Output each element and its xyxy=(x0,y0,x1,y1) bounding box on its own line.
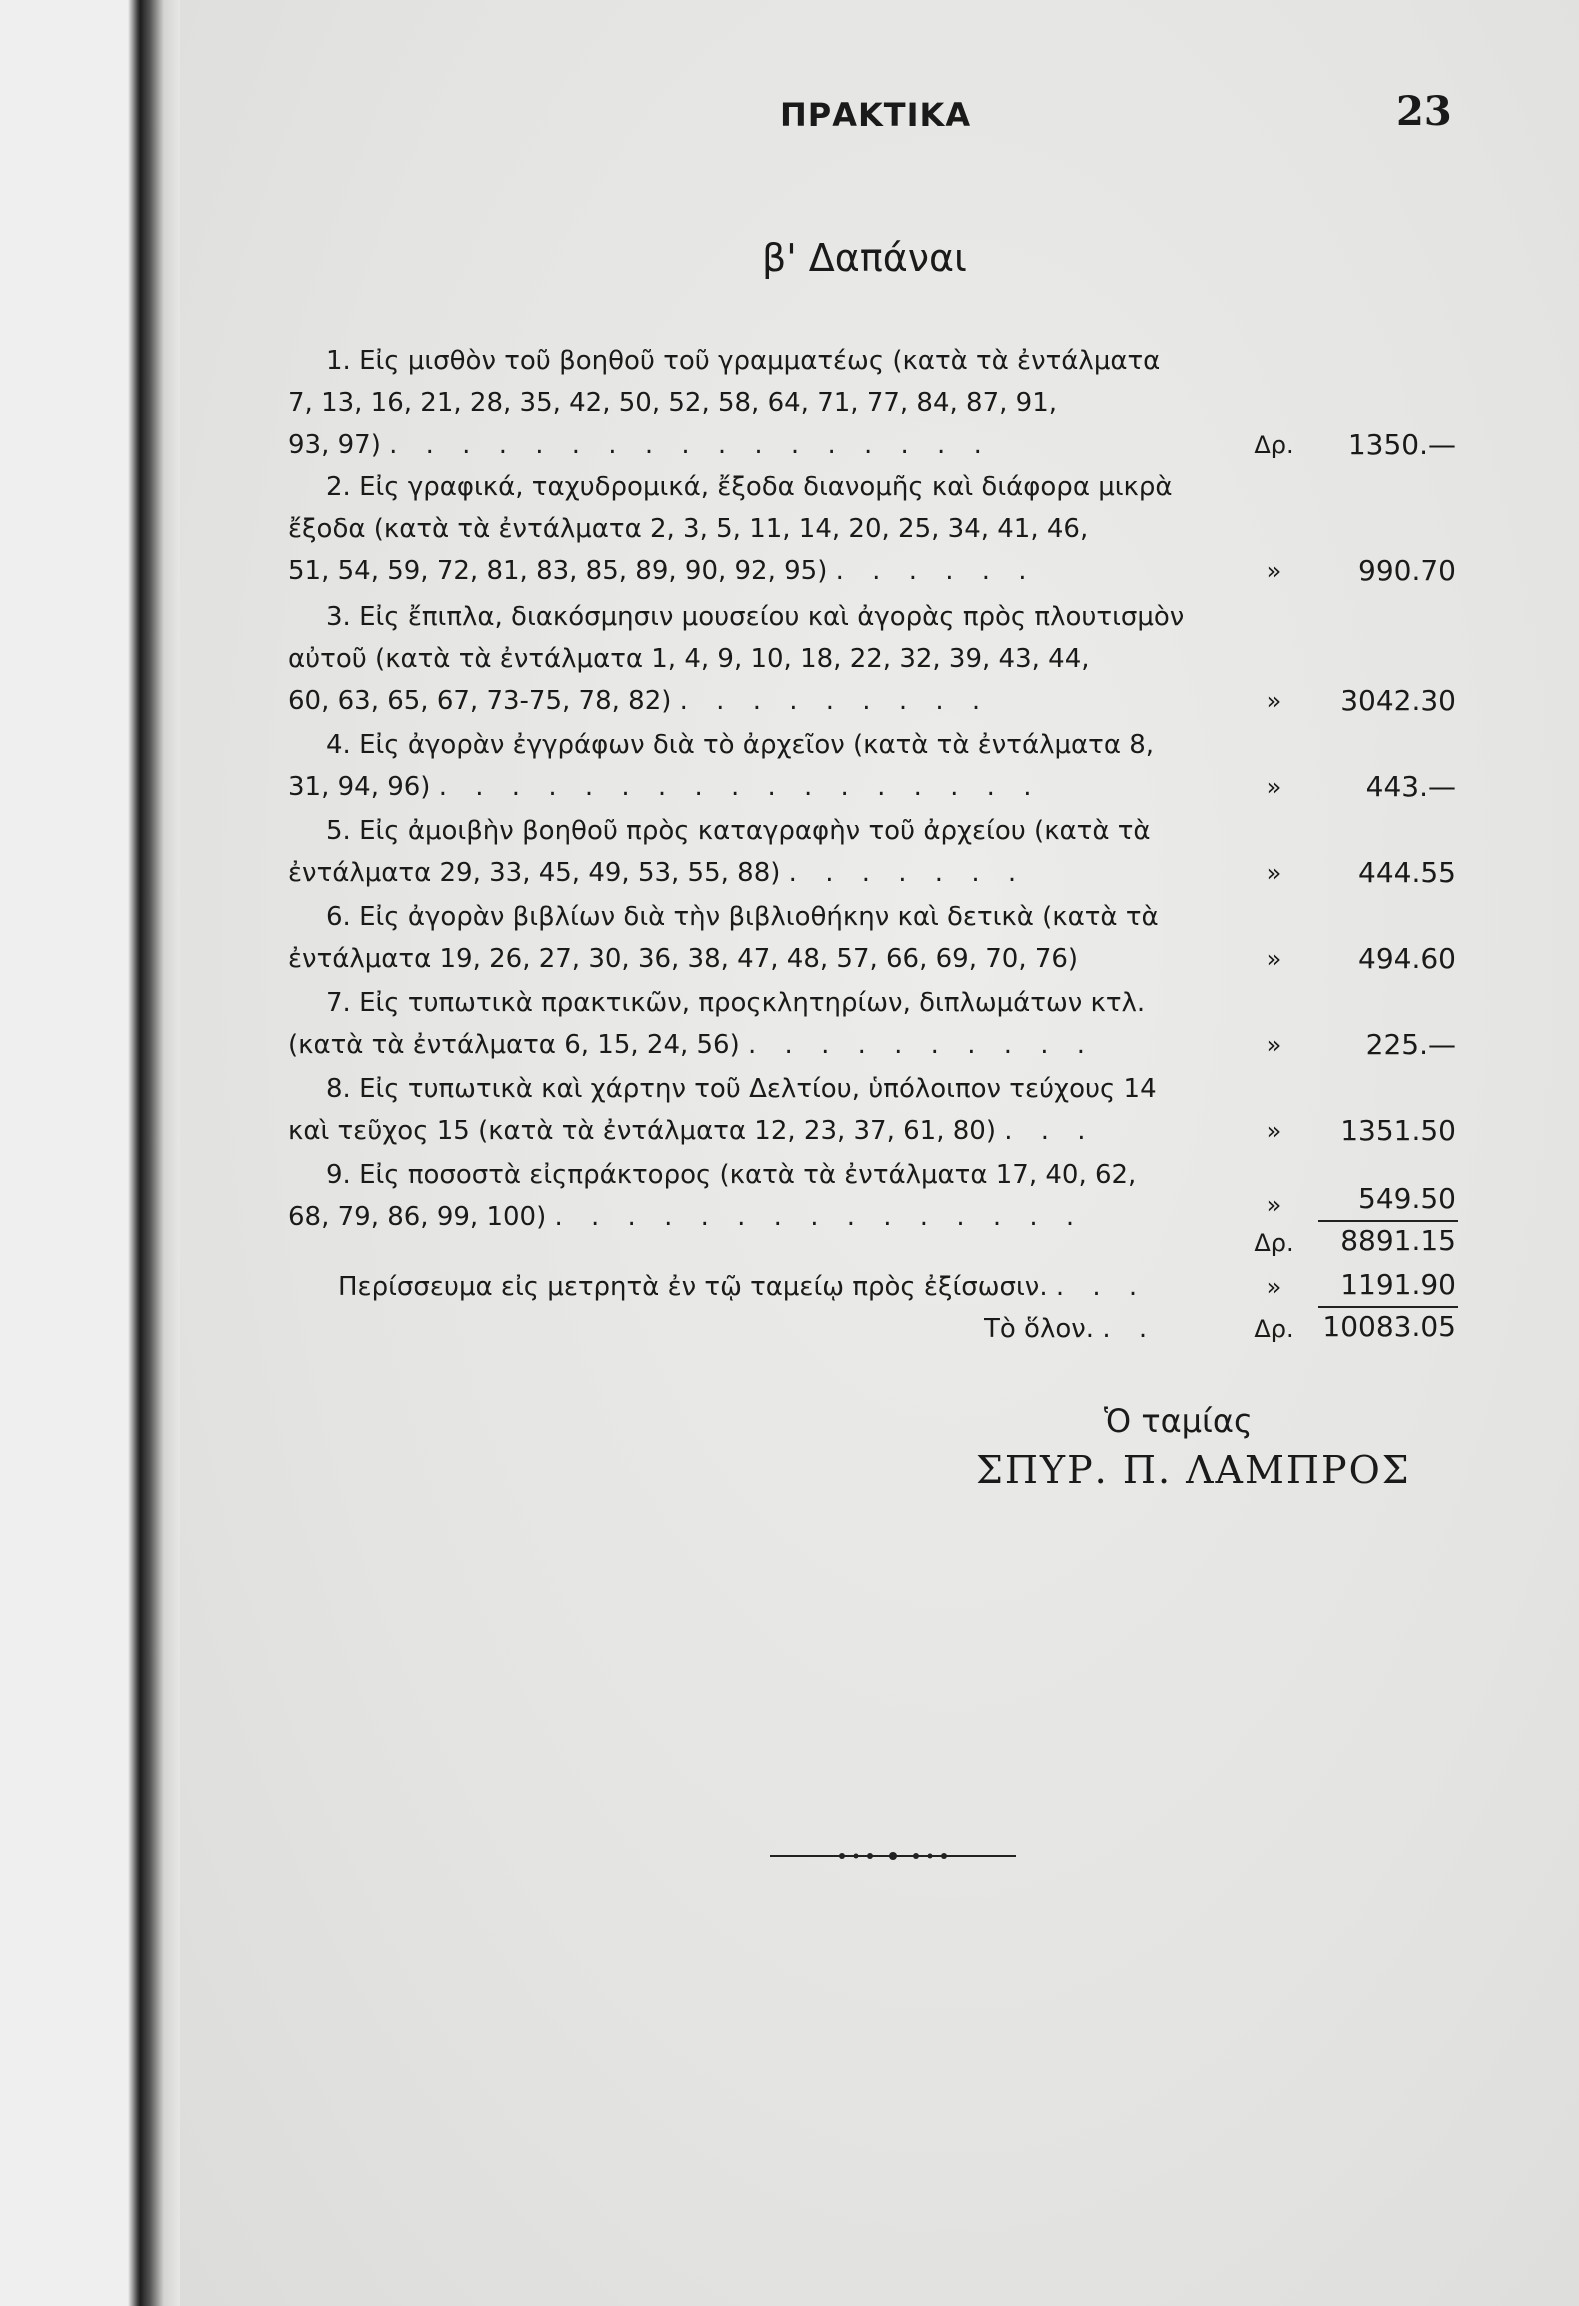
grand-total-currency-mark: Δρ. xyxy=(1254,1315,1294,1343)
item-5-line-2-text: ἐντάλματα 29, 33, 45, 49, 53, 55, 88) xyxy=(288,858,781,888)
item-2-line-1: 2. Εἰς γραφικά, ταχυδρομικά, ἔξοδα διανομῆς καὶ διάφορα μικρὰ xyxy=(326,472,1173,502)
item-1-amount: 1350.— xyxy=(1347,428,1456,461)
item-2-line-3 xyxy=(288,554,1218,588)
item-3-amount: 3042.30 xyxy=(1340,684,1456,717)
item-4-ditto-mark: » xyxy=(1266,773,1282,801)
grand-total-amount: 10083.05 xyxy=(1322,1310,1456,1343)
item-7-ditto-mark: » xyxy=(1266,1031,1282,1059)
leader-dots: . . . . . . . . . xyxy=(679,686,991,716)
page-binding-edge xyxy=(0,0,140,2306)
item-4-amount: 443.— xyxy=(1365,770,1456,803)
item-3-line-3-text: 60, 63, 65, 67, 73-75, 78, 82) xyxy=(288,686,672,716)
item-9-ditto-mark: » xyxy=(1266,1191,1282,1219)
item-6-line-1: 6. Εἰς ἀγορὰν βιβλίων διὰ τὴν βιβλιοθήκην καὶ δετικὰ (κατὰ τὰ xyxy=(326,902,1159,932)
leader-dots: . . . . . . . . . . . . . . . . . xyxy=(438,772,1042,802)
surplus-line xyxy=(338,1270,1218,1304)
item-3-line-2: αὐτοῦ (κατὰ τὰ ἐντάλματα 1, 4, 9, 10, 18, 22, 32, 39, 43, 44, xyxy=(288,644,1090,674)
item-3-line-1: 3. Εἰς ἔπιπλα, διακόσμησιν μουσείου καὶ ἀγορὰς πρὸς πλουτισμὸν xyxy=(326,602,1185,632)
subtotal-currency-mark: Δρ. xyxy=(1254,1229,1294,1257)
item-9-line-1: 9. Εἰς ποσοστὰ εἰςπράκτορος (κατὰ τὰ ἐντάλματα 17, 40, 62, xyxy=(326,1160,1137,1190)
subtotal-rule xyxy=(1318,1220,1458,1222)
item-8-line-1: 8. Εἰς τυπωτικὰ καὶ χάρτην τοῦ Δελτίου, ὑπόλοιπον τεύχους 14 xyxy=(326,1074,1157,1104)
item-9-line-2 xyxy=(288,1200,1218,1234)
item-1-line-3-text: 93, 97) xyxy=(288,430,381,460)
item-2-line-3-text: 51, 54, 59, 72, 81, 83, 85, 89, 90, 92, 95) xyxy=(288,556,828,586)
item-8-ditto-mark: » xyxy=(1266,1117,1282,1145)
leader-dots: . . . . . . . . . . xyxy=(748,1030,1096,1060)
treasurer-name: ΣΠΥΡ. Π. ΛΑΜΠΡΟΣ xyxy=(976,1448,1411,1492)
treasurer-title: Ὁ ταμίας xyxy=(1104,1402,1253,1440)
item-1-line-3 xyxy=(288,428,1218,462)
binding-shadow xyxy=(140,0,180,2306)
item-8-line-2-text: καὶ τεῦχος 15 (κατὰ τὰ ἐντάλματα 12, 23, 37, 61, 80) xyxy=(288,1116,996,1146)
leader-dots: . . . xyxy=(1055,1272,1148,1302)
item-7-line-2 xyxy=(288,1028,1218,1062)
grand-total-line xyxy=(984,1312,1224,1346)
item-5-amount: 444.55 xyxy=(1358,856,1456,889)
running-head: ΠΡΑΚΤΙΚΑ xyxy=(780,96,972,134)
leader-dots: . . . . . . xyxy=(835,556,1037,586)
item-2-line-2: ἔξοδα (κατὰ τὰ ἐντάλματα 2, 3, 5, 11, 14, 20, 25, 34, 41, 46, xyxy=(288,514,1089,544)
surplus-label: Περίσσευμα εἰς μετρητὰ ἐν τῷ ταμείῳ πρὸς ἐξίσωσιν. xyxy=(338,1272,1048,1302)
item-6-ditto-mark: » xyxy=(1266,945,1282,973)
leader-dots: . . . . . . . . . . . . . . . xyxy=(554,1202,1085,1232)
leader-dots: . . . xyxy=(1004,1116,1096,1146)
item-9-amount: 549.50 xyxy=(1358,1182,1456,1215)
item-8-line-2 xyxy=(288,1114,1218,1148)
end-ornament-rule xyxy=(770,1846,1016,1866)
leader-dots: . . xyxy=(1102,1314,1158,1344)
item-5-line-1: 5. Εἰς ἀμοιβὴν βοηθοῦ πρὸς καταγραφὴν τοῦ ἀρχείου (κατὰ τὰ xyxy=(326,816,1151,846)
item-6-amount: 494.60 xyxy=(1358,942,1456,975)
leader-dots: . . . . . . . . . . . . . . . . . xyxy=(389,430,992,460)
surplus-amount: 1191.90 xyxy=(1340,1268,1456,1301)
item-3-ditto-mark: » xyxy=(1266,687,1282,715)
surplus-ditto-mark: » xyxy=(1266,1273,1282,1301)
leader-dots: . . . . . . . xyxy=(788,858,1027,888)
item-5-line-2 xyxy=(288,856,1218,890)
grand-total-label: Τὸ ὅλον. xyxy=(984,1314,1095,1344)
total-rule xyxy=(1318,1306,1458,1308)
item-1-currency-mark: Δρ. xyxy=(1254,431,1294,459)
subtotal-amount: 8891.15 xyxy=(1340,1224,1456,1257)
item-7-line-1: 7. Εἰς τυπωτικὰ πρακτικῶν, προςκλητηρίων, διπλωμάτων κτλ. xyxy=(326,988,1146,1018)
item-1-line-1: 1. Εἰς μισθὸν τοῦ βοηθοῦ τοῦ γραμματέως (κατὰ τὰ ἐντάλματα xyxy=(326,346,1161,376)
item-7-amount: 225.— xyxy=(1365,1028,1456,1061)
item-2-amount: 990.70 xyxy=(1358,554,1456,587)
item-4-line-2-text: 31, 94, 96) xyxy=(288,772,431,802)
item-4-line-1: 4. Εἰς ἀγορὰν ἐγγράφων διὰ τὸ ἀρχεῖον (κατὰ τὰ ἐντάλματα 8, xyxy=(326,730,1155,760)
item-9-line-2-text: 68, 79, 86, 99, 100) xyxy=(288,1202,547,1232)
item-6-line-2: ἐντάλματα 19, 26, 27, 30, 36, 38, 47, 48, 57, 66, 69, 70, 76) xyxy=(288,944,1079,974)
item-1-line-2: 7, 13, 16, 21, 28, 35, 42, 50, 52, 58, 64, 71, 77, 84, 87, 91, xyxy=(288,388,1058,418)
item-5-ditto-mark: » xyxy=(1266,859,1282,887)
item-8-amount: 1351.50 xyxy=(1340,1114,1456,1147)
page-number: 23 xyxy=(1396,88,1452,135)
item-2-ditto-mark: » xyxy=(1266,557,1282,585)
item-7-line-2-text: (κατὰ τὰ ἐντάλματα 6, 15, 24, 56) xyxy=(288,1030,740,1060)
item-4-line-2 xyxy=(288,770,1218,804)
item-3-line-3 xyxy=(288,684,1218,718)
section-title: β' Δαπάναι xyxy=(762,236,967,280)
